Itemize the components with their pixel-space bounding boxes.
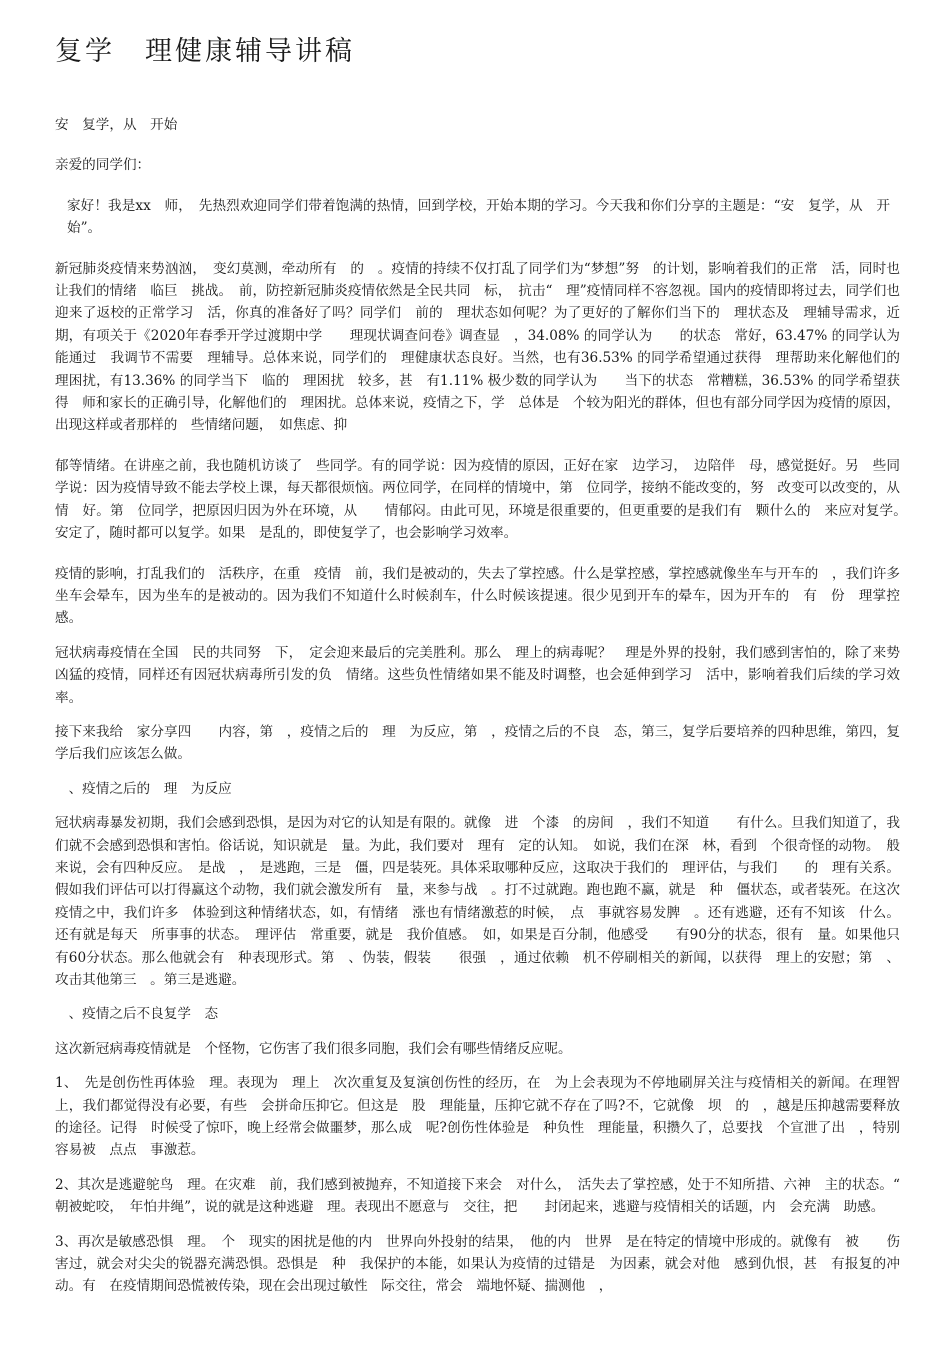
section-heading: 、疫情之后不良复学 态: [55, 1006, 219, 1023]
greeting-line: 亲爱的同学们：: [55, 157, 151, 174]
section-heading: 、疫情之后的 理 为反应: [55, 780, 232, 797]
body-paragraph: 接下来我给 家分享四 内容，第 ，疫情之后的 理 为反应，第 ，疫情之后的不良 态，第三，复学后要培养的四种思维，第四，复学后我们应该怎么做。: [55, 723, 900, 763]
body-paragraph: 冠状病毒疫情在全国 民的共同努 下， 定会迎来最后的完美胜利。那么 理上的病毒呢？ 理是外界的投射，我们感到害怕的，除了来势凶猛的疫情，同样还有因冠状病毒所引发的负 情绪。这些负性情绪如果不能及时调整，也会延伸到学习 活中，影响着我们后续的学习效率。: [55, 644, 900, 706]
body-paragraph: 冠状病毒暴发初期，我们会感到恐惧，是因为对它的认知是有限的。就像 进 个漆 的房间 ，我们不知道 有什么。旦我们知道了，我们就不会感到恐惧和害怕。俗话说，知识就是 量。为此，我们要对 理有 定的认知。 如说，我们在深 林，看到 个很奇怪的动物。 般来说，会有四种反应。 是战 ， 是逃跑，三是 僵，四是装死。具体采取哪种反应，这取决于我们的 理评估，与我们 的 理有关系。假如我们评估可以打得赢这个动物，我们就会激发所有 量，来参与战 。打不过就跑。跑也跑不赢，就是 种 僵状态，或者装死。在这次疫情之中，我们许多 体验到这种情绪状态，如，有情绪 涨也有情绪激惹的时候， 点 事就容易发脾 。还有逃避，还有不知该 什么。还有就是每天 所事事的状态。 理评估 常重要，就是 我价值感。 如，如果是百分制，他感受 有90分的状态，很有 量。如果他只有60分状态。那么他就会有 种表现形式。第 、伪装，假装 很强 ，通过依赖 机不停刷相关的新闻，以获得 理上的安慰；第 、攻击其他第三 。第三是逃避。: [55, 815, 900, 988]
intro-paragraph: 家好！我是xx 师， 先热烈欢迎同学们带着饱满的热情，回到学校，开始本期的学习。今天我和你们分享的主题是：“安 复学，从 开始”。: [67, 197, 890, 237]
document-title: 复学 理健康辅导讲稿: [55, 36, 355, 67]
list-item: 1、 先是创伤性再体验 理。表现为 理上 次次重复及复演创伤性的经历，在 为上会表现为不停地刷屏关注与疫情相关的新闻。在理智上，我们都觉得没有必要，有些 会拼命压抑它。但这是 股 理能量，压抑它就不存在了吗?不，它就像 坝 的 ，越是压抑越需要释放的途径。记得 时候受了惊吓，晚上经常会做噩梦，那么成 呢?创伤性体验是 种负性 理能量，积攒久了，总要找 个宣泄了出 ，特别容易被 点点 事激惹。: [55, 1075, 900, 1159]
subtitle-line: 安 复学，从 开始: [55, 117, 178, 133]
body-paragraph: 郁等情绪。在讲座之前，我也随机访谈了 些同学。有的同学说：因为疫情的原因，正好在家 边学习， 边陪伴 母，感觉挺好。另 些同学说：因为疫情导致不能去学校上课，每天都很烦恼。两位同学，在同样的情境中，第 位同学，接纳不能改变的，努 改变可以改变的，从 情 好。第 位同学，把原因归因为外在环境，从 情郁闷。由此可见，环境是很重要的，但更重要的是我们有 颗什么的 来应对复学。 安定了，随时都可以复学。如果 是乱的，即使复学了，也会影响学习效率。: [55, 457, 928, 542]
body-paragraph: 这次新冠病毒疫情就是 个怪物，它伤害了我们很多同胞，我们会有哪些情绪反应呢。: [55, 1040, 572, 1057]
body-paragraph: 疫情的影响，打乱我们的 活秩序，在重 疫情 前，我们是被动的，失去了掌控感。什么是掌控感，掌控感就像坐车与开车的 ，我们许多坐车会晕车，因为坐车的是被动的。因为我们不知道什么时候刹车，什么时候该提速。很少见到开车的晕车，因为开车的 有 份 理掌控感。: [55, 565, 900, 627]
document-page: [55, 32, 928, 1298]
body-paragraph: 新冠肺炎疫情来势汹汹， 变幻莫测，牵动所有 的 。疫情的持续不仅打乱了同学们为“梦想”努 的计划，影响着我们的正常 活，同时也让我们的情绪 临巨 挑战。 前，防控新冠肺炎疫情依然是全民共同 标， 抗击“ 理”疫情同样不容忽视。国内的疫情即将过去，同学们也迎来了返校的正常学习 活，你真的准备好了吗？同学们 前的 理状态如何呢？为了更好的了解你们当下的 理状态及 理辅导需求，近期，有项关于《2020年春季开学过渡期中学 理现状调查问卷》调查显 ，34.08% 的同学认为 的状态 常好，63.47% 的同学认为 能通过 我调节不需要 理辅导。总体来说，同学们的 理健康状态良好。当然，也有36.53% 的同学希望通过获得 理帮助来化解他们的 理困扰，有13.36% 的同学当下 临的 理困扰 较多，甚 有1.11% 极少数的同学认为 当下的状态 常糟糕，36.53% 的同学希望获得 师和家长的正确引导，化解他们的 理困扰。总体来说，疫情之下，学 总体是 个较为阳光的群体，但也有部分同学因为疫情的原因，出现这样或者那样的 些情绪问题， 如焦虑、抑: [55, 260, 928, 434]
list-item: 2、其次是逃避鸵鸟 理。在灾难 前，我们感到被抛弃，不知道接下来会 对什么， 活失去了掌控感，处于不知所措、六神 主的状态。“ 朝被蛇咬， 年怕井绳”，说的就是这种逃避 理。表现出不愿意与 交往，把 封闭起来，逃避与疫情相关的话题，内 会充满 助感。: [55, 1176, 914, 1216]
list-item: 3、再次是敏感恐惧 理。 个 现实的困扰是他的内 世界向外投射的结果， 他的内 世界 是在特定的情境中形成的。就像有 被 伤害过，就会对尖尖的锐器充满恐惧。恐惧是 种 我保护的本能，如果认为疫情的过错是 为因素，就会对他 感到仇恨，甚 有报复的冲动。有 在疫情期间恐慌被传染，现在会出现过敏性 际交往，常会 端地怀疑、揣测他 ，: [55, 1233, 900, 1295]
